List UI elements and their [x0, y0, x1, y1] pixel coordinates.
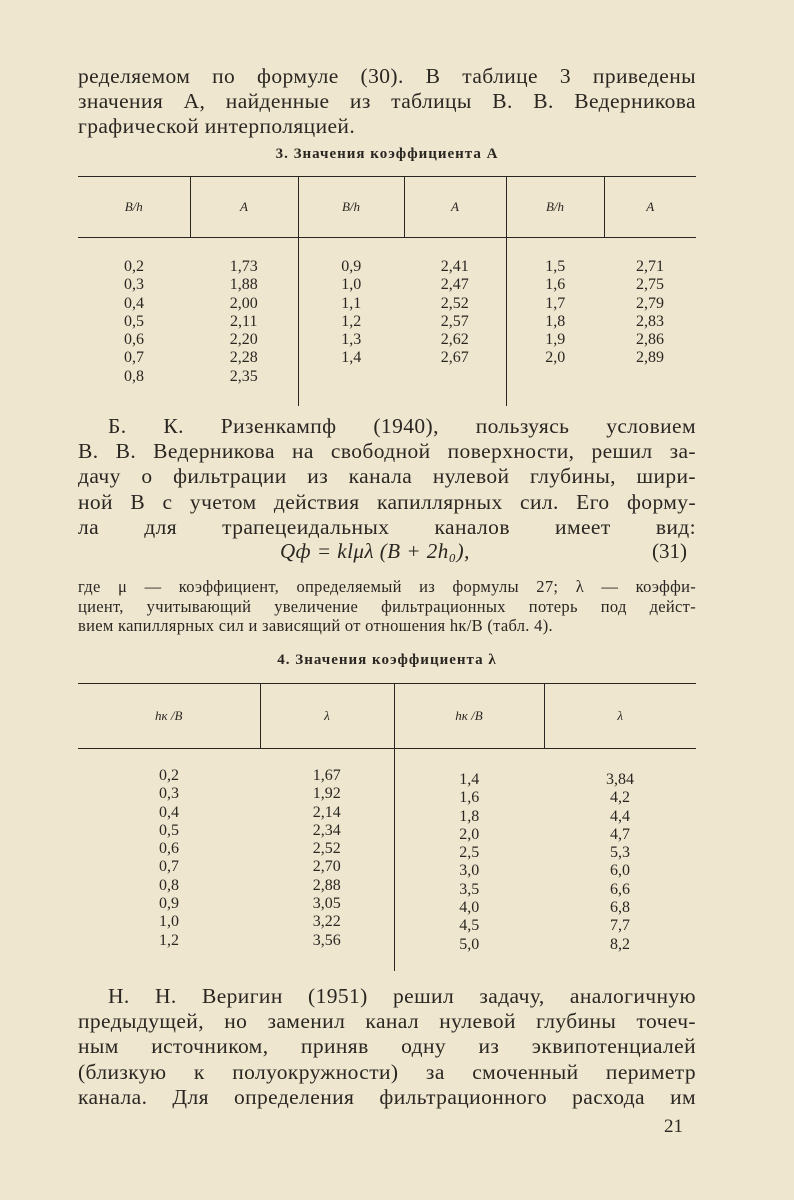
table-cell: 2,00: [229, 294, 258, 312]
table-cell: 2,0: [459, 825, 480, 843]
text-line: ла для трапецеидальных каналов имеет вид:: [78, 514, 696, 539]
table-cell: 1,1: [341, 294, 362, 312]
table-cell: 2,41: [440, 258, 469, 275]
table-3: [78, 176, 696, 406]
table-cell: 1,8: [545, 312, 566, 330]
table-cell: 2,88: [312, 876, 341, 894]
paragraph-3: [78, 984, 696, 1110]
table-cell: 2,34: [312, 821, 341, 839]
formula-explanation: [78, 577, 696, 636]
table-cell: 0,9: [159, 895, 179, 913]
table-cell: 0,8: [124, 367, 144, 385]
table-cell: 0,6: [124, 331, 144, 349]
table-cell: 2,14: [312, 803, 341, 821]
table-cell: 1,0: [341, 276, 362, 294]
table-cell: 0,8: [159, 876, 179, 894]
text-line: где μ — коэффициент, определяемый из формулы 27; λ — коэффи-: [78, 577, 696, 596]
table-cell: 2,89: [636, 349, 664, 367]
formula-31: Qф = klμλ (B + 2h₀),: [280, 539, 470, 563]
column-header: B/h: [506, 177, 604, 238]
table-cell: 0,4: [124, 294, 144, 312]
table-cell: 0,4: [159, 803, 179, 821]
column-header: A: [404, 177, 506, 238]
table-cell: 5,0: [459, 935, 480, 953]
table-cell: 3,56: [312, 931, 341, 949]
page-number: 21: [664, 1116, 683, 1137]
column-header: hк /B: [394, 684, 544, 749]
text-line: значения A, найденные из таблицы В. В. Ведерникова: [78, 89, 696, 114]
text-line: Н. Н. Веригин (1951) решил задачу, аналогичную: [108, 984, 696, 1008]
table-cell: 1,7: [545, 294, 566, 312]
table-cell: 2,71: [636, 258, 664, 275]
table-column: [394, 749, 544, 972]
table-cell: 2,70: [312, 858, 341, 876]
table-column: [506, 238, 604, 407]
table-cell: 1,4: [459, 771, 480, 788]
table-cell: 1,73: [229, 258, 258, 275]
text-line: канала. Для определения фильтрационного расхода им: [78, 1084, 696, 1109]
table-cell: 3,22: [312, 913, 341, 931]
table-body-row: [78, 238, 696, 407]
table-cell: 4,5: [459, 917, 480, 935]
table-cell: 0,3: [159, 785, 179, 803]
table-column: [190, 238, 298, 407]
text-line: В. В. Ведерникова на свободной поверхности, решил за-: [78, 439, 696, 464]
table-cell: 0,5: [124, 312, 144, 330]
table-cell: 6,0: [610, 862, 630, 880]
table-cell: 2,57: [440, 312, 469, 330]
paragraph-2: [78, 414, 696, 540]
text-line: вием капиллярных сил и зависящий от отношения hк/B (табл. 4).: [78, 616, 553, 635]
text-line: графической интерполяцией.: [78, 114, 356, 139]
table-header-row: [78, 684, 696, 749]
table-cell: 1,2: [341, 312, 362, 330]
table-cell: 6,8: [610, 899, 630, 917]
table-cell: 3,0: [459, 862, 480, 880]
table-cell: 0,5: [159, 821, 179, 839]
table-cell: 1,92: [312, 785, 341, 803]
table-cell: 2,11: [230, 312, 258, 330]
table-cell: 0,9: [341, 258, 362, 275]
table-cell: 1,88: [229, 276, 258, 294]
table-cell: 2,83: [636, 312, 664, 330]
column-header: A: [604, 177, 696, 238]
text-line: (близкую к полуокружности) за смоченный периметр: [78, 1059, 696, 1084]
equation-number: (31): [652, 539, 687, 563]
table-cell: 2,0: [545, 349, 566, 367]
table-column: [544, 749, 696, 972]
column-header: hк /B: [78, 684, 260, 749]
table-cell: 5,3: [610, 844, 630, 862]
table-cell: 0,7: [124, 349, 144, 367]
text-line: ределяемом по формуле (30). В таблице 3 приведены: [78, 64, 696, 88]
table-cell: 3,5: [459, 880, 480, 898]
table-cell: 4,4: [610, 807, 630, 825]
table-column: [78, 749, 260, 972]
table-3-caption: 3. Значения коэффициента A: [275, 146, 499, 162]
table-column: [260, 749, 394, 972]
column-header: B/h: [298, 177, 404, 238]
table-cell: 3,05: [312, 895, 341, 913]
table-cell: 2,35: [229, 367, 258, 385]
table-column: [604, 238, 696, 407]
text-line: дачу о фильтрации из канала нулевой глубины, шири-: [78, 464, 696, 489]
table-header-row: [78, 177, 696, 238]
table-cell: 0,7: [159, 858, 179, 876]
table-cell: 2,86: [636, 331, 664, 349]
table-cell: 2,75: [636, 276, 664, 294]
table-cell: 4,7: [610, 825, 630, 843]
text-line: ным источником, приняв одну из эквипотенциалей: [78, 1034, 696, 1059]
table-cell: 2,52: [312, 840, 341, 858]
table-cell: 2,62: [440, 331, 469, 349]
table-column: [404, 238, 506, 407]
table-column: [78, 238, 190, 407]
table-cell: 7,7: [610, 917, 630, 935]
table-cell: 2,5: [459, 844, 480, 862]
text-line: циент, учитывающий увеличение фильтрационных потерь под дейст-: [78, 596, 696, 616]
table-cell: 1,5: [545, 258, 566, 275]
table-cell: 1,6: [545, 276, 566, 294]
paragraph-1: [78, 64, 696, 140]
table-cell: 6,6: [610, 880, 630, 898]
table-column: [298, 238, 404, 407]
text-line: предыдущей, но заменил канал нулевой глубины точеч-: [78, 1009, 696, 1034]
table-cell: 0,3: [124, 276, 144, 294]
table-cell: 0,6: [159, 840, 179, 858]
table-cell: 1,6: [459, 789, 480, 807]
column-header: A: [190, 177, 298, 238]
table-cell: 1,8: [459, 807, 480, 825]
table-cell: 1,3: [341, 331, 362, 349]
table-4-caption: 4. Значения коэффициента λ: [277, 652, 497, 668]
table-cell: 0,2: [124, 258, 144, 275]
table-cell: 2,67: [440, 349, 469, 367]
table-cell: 1,0: [159, 913, 179, 931]
table-cell: 1,4: [341, 349, 362, 367]
table-body-row: [78, 749, 696, 972]
table-cell: 2,52: [440, 294, 469, 312]
column-header: λ: [260, 684, 394, 749]
table-cell: 2,20: [229, 331, 258, 349]
table-cell: 0,2: [159, 767, 179, 784]
table-cell: 2,28: [229, 349, 258, 367]
table-4: [78, 683, 696, 971]
table-cell: 1,67: [312, 767, 341, 784]
table-cell: 8,2: [610, 935, 630, 953]
text-line: Б. К. Ризенкампф (1940), пользуясь условием: [108, 414, 696, 438]
table-cell: 4,0: [459, 899, 480, 917]
table-cell: 2,47: [440, 276, 469, 294]
table-cell: 3,84: [606, 771, 634, 788]
table-cell: 1,9: [545, 331, 566, 349]
column-header: B/h: [78, 177, 190, 238]
column-header: λ: [544, 684, 696, 749]
text-line: ной B с учетом действия капиллярных сил. Его форму-: [78, 489, 696, 514]
table-cell: 2,79: [636, 294, 664, 312]
table-cell: 1,2: [159, 931, 179, 949]
table-cell: 4,2: [610, 789, 630, 807]
